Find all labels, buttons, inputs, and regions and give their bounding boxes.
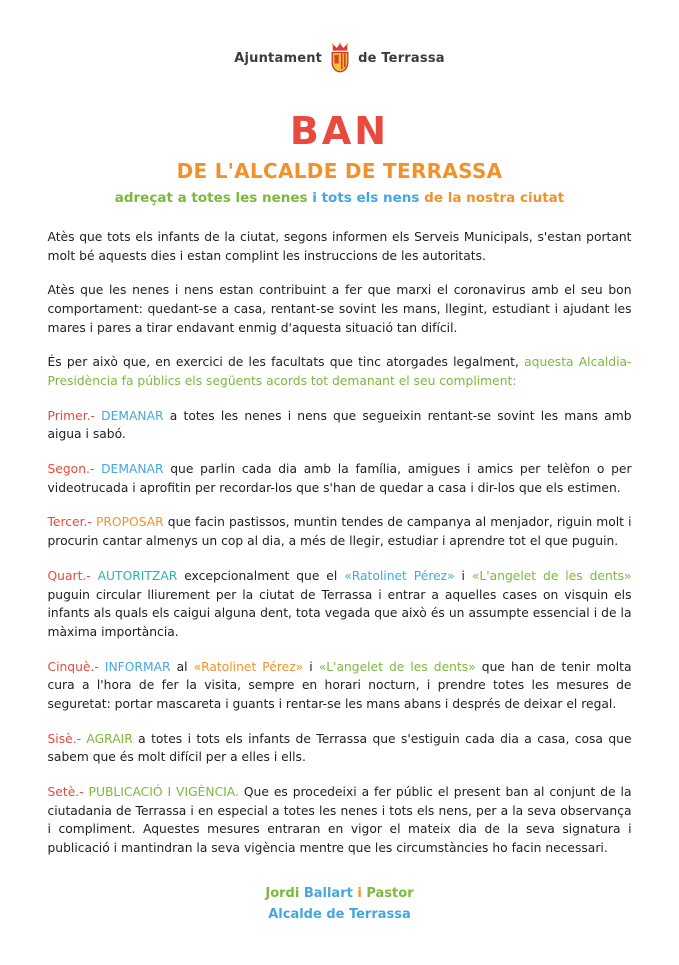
paragraph [48,353,632,390]
text-segment-green: «L'angelet de les dents» [318,659,476,674]
brand-de-terrassa: de Terrassa [358,50,445,66]
text-segment-black: És per això que, en exercici de les facultats que tinc atorgades legalment, [47,355,525,370]
text-segment-green: «L'angelet de les dents» [471,568,632,583]
text-segment-blue: INFORMAR [104,659,177,674]
text-segment-blue: Ballart [303,885,358,901]
paragraph [48,228,632,265]
text-segment-green: Pastor [366,885,414,901]
text-segment-black: Que es procedeixi a fer públic el present ban al conjunt de la ciutadania de Terrassa i en especial a totes les nenes i tots els nens, per a la seva observança i compliment. Aquestes mesures entraran en vigor el mateix dia de la seva signatura i publicació i mantindran la seva vigència mentre que les circumstàncies ho facin necessari. [47,785,632,856]
paragraph [48,407,632,444]
paragraph [48,567,632,642]
document-body [48,228,632,858]
text-segment-red: Primer.- [47,408,102,423]
text-segment-blue: DEMANAR [101,408,170,423]
text-segment-green: adreçat a totes les nenes [114,189,313,206]
text-segment-orange: «Ratolinet Pérez» [193,659,304,674]
text-segment-black: que facin pastissos, muntin tendes de campanya al menjador, riguin molt i procurin cantar almenys un cop al dia, a més de llegir, estudiar i aprendre tot el que puguin. [47,515,632,549]
paragraph [48,730,632,767]
text-segment-green: AGRAIR [86,731,139,746]
paragraph [48,783,632,858]
text-segment-blue: DEMANAR [101,462,171,477]
text-segment-green: PUBLICACIÓ I VIGÈNCIA. [88,785,244,800]
text-segment-black: al [176,659,194,674]
text-segment-black: Atès que les nenes i nens estan contribuint a fer que marxi el coronavirus amb el seu bon comportament: quedant-se a casa, rentant-se sovint les mans, llegint, estudiant i ajudant les mares i pares a tirar endavant enmig d'aquesta situació tan difícil. [47,283,632,335]
paragraph [48,460,632,497]
text-segment-blue: i tots els nens [312,189,425,206]
document-subtitle: DE L'ALCALDE DE TERRASSA [176,158,503,183]
signature-role: Alcalde de Terrassa [268,907,411,923]
text-segment-green: aquesta Alcaldia-Presidència fa públics els següents acords tot demanant el seu compliment: [47,355,632,389]
text-segment-orange: de la nostra ciutat [424,189,565,206]
text-segment-red: Quart.- [47,568,98,583]
text-segment-black: que han de tenir molta cura a l'hora de fer la visita, sempre en horari nocturn, i prendre totes les mesures de seguretat: portar mascareta i guants i rentar-se les mans abans i després de deixar el regal. [47,659,632,711]
text-segment-green: Jordi [265,885,304,901]
text-segment-blue: «Ratolinet Pérez» [344,568,455,583]
text-segment-red: Cinquè.- [47,659,105,674]
text-segment-black: puguin circular lliurement per la ciutat de Terrassa i entrar a aquelles cases on visquin els infants als quals els caigui alguna dent, tota vegada que això és un assumpte essencial i de la màxima importància. [47,587,632,639]
text-segment-orange: PROPOSAR [95,515,168,530]
text-segment-black: excepcionalment que el [184,568,345,583]
text-segment-red: Segon.- [47,462,102,477]
text-segment-black: a totes i tots els infants de Terrassa que s'estiguin cada dia a casa, cosa que sabem que és molt difícil per a elles i ells. [47,731,632,765]
text-segment-red: Tercer.- [47,515,96,530]
paragraph [48,658,632,714]
brand-ajuntament: Ajuntament [234,50,323,66]
terrassa-coat-of-arms-icon [329,42,351,74]
signature-block [0,884,679,965]
text-segment-black: a totes les nenes i nens que segueixin rentant-se sovint les mans amb aigua i sabó. [47,408,632,442]
document-tagline [0,190,679,206]
paragraph [48,513,632,550]
text-segment-orange: i [357,885,367,901]
text-segment-red: Sisè.- [47,731,87,746]
text-segment-black: Atès que tots els infants de la ciutat, segons informen els Serveis Municipals, s'estan portant molt bé aquests dies i estan complint les instruccions de les autoritats. [47,229,632,263]
text-segment-black: i [303,659,319,674]
header [0,0,679,74]
document-title: BAN [289,109,390,153]
signature-name [0,884,679,904]
text-segment-red: Setè.- [47,785,89,800]
text-segment-black: que parlin cada dia amb la família, amigues i amics per telèfon o per videotrucada i aprofitin per recordar-los que s'han de quedar a casa i dir-los que els estimen. [47,462,632,495]
text-segment-black: i [454,568,472,583]
text-segment-teal: AUTORITZAR [97,568,185,583]
paragraph [48,281,632,337]
